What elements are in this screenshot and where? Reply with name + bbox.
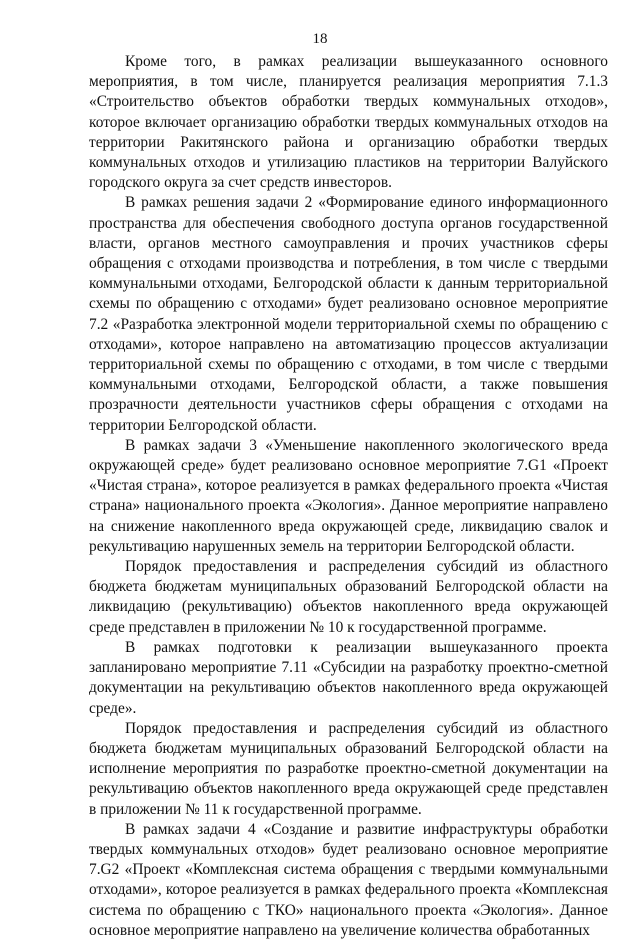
paragraph-task-3: В рамках задачи 3 «Уменьшение накопленного экологического вреда окружающей среде» будет реализовано основное мероприятие 7.G1 «Проект «Чистая страна», которое реализуется в рамках федерального проекта «Чистая страна» национального проекта «Экология». Данное мероприятие направлено на снижение накопленного вреда окружающей среде, ликвидацию свалок и рекультивацию нарушенных земель на территории Белгородской области.	[89, 436, 608, 555]
paragraph-mtp-7-11: В рамках подготовки к реализации вышеуказанного проекта запланировано мероприятие 7.11 «Субсидии на разработку проектно-сметной документации на рекультивацию объектов накопленного вреда окружающей среде».	[89, 638, 608, 717]
paragraph-subsidy-appendix-10: Порядок предоставления и распределения субсидий из областного бюджета бюджетам муниципальных образований Белгородской области на ликвидацию (рекультивацию) объектов накопленного вреда окружающей среде представлен в приложении № 10 к государственной программе.	[89, 558, 608, 636]
paragraph-subsidy-appendix-11: Порядок предоставления и распределения субсидий из областного бюджета бюджетам муниципальных образований Белгородской области на исполнение мероприятия по разработке проектно-сметной документации на рекультивацию объектов накопленного вреда окружающей среде представлен в приложении № 11 к государственной программе.	[89, 719, 608, 818]
paragraph-mtp-7-1-3: Кроме того, в рамках реализации вышеуказанного основного мероприятия, в том числе, планируется реализация мероприятия 7.1.3 «Строительство объектов обработки твердых коммунальных отходов», которое включает организацию обработки твердых коммунальных отходов на территории Ракитянского района и организацию обработки твердых коммунальных отходов и утилизацию пластиков на территории Валуйского городского округа за счет средств инвесторов.	[89, 53, 608, 192]
paragraph-task-2: В рамках решения задачи 2 «Формирование единого информационного пространства для обеспечения свободного доступа органов государственной власти, органов местного самоуправления и прочих участников сферы обращения с отходами производства и потребления, в том числе с твердыми коммунальными отходами, Белгородской области к данным территориальной схемы по обращению с отходами» будет реализовано основное мероприятие 7.2 «Разработка электронной модели территориальной схемы по обращению с отходами», которое направлено на автоматизацию процессов актуализации территориальной схемы по обращению с отходами, в том числе с твердыми коммунальными отходами, Белгородской области, а также повышения прозрачности деятельности участников сферы обращения с отходами на территории Белгородской области.	[89, 194, 608, 434]
document-body	[89, 52, 608, 941]
page-number: 18	[312, 31, 328, 47]
paragraph-task-4: В рамках задачи 4 «Создание и развитие инфраструктуры обработки твердых коммунальных отходов» будет реализовано основное мероприятие 7.G2 «Проект «Комплексная система обращения с твердыми коммунальными отходами», которое реализуется в рамках федерального проекта «Комплексная система по обращению с ТКО» национального проекта «Экология». Данное основное мероприятие направлено на увеличение количества обработанных	[89, 820, 608, 939]
